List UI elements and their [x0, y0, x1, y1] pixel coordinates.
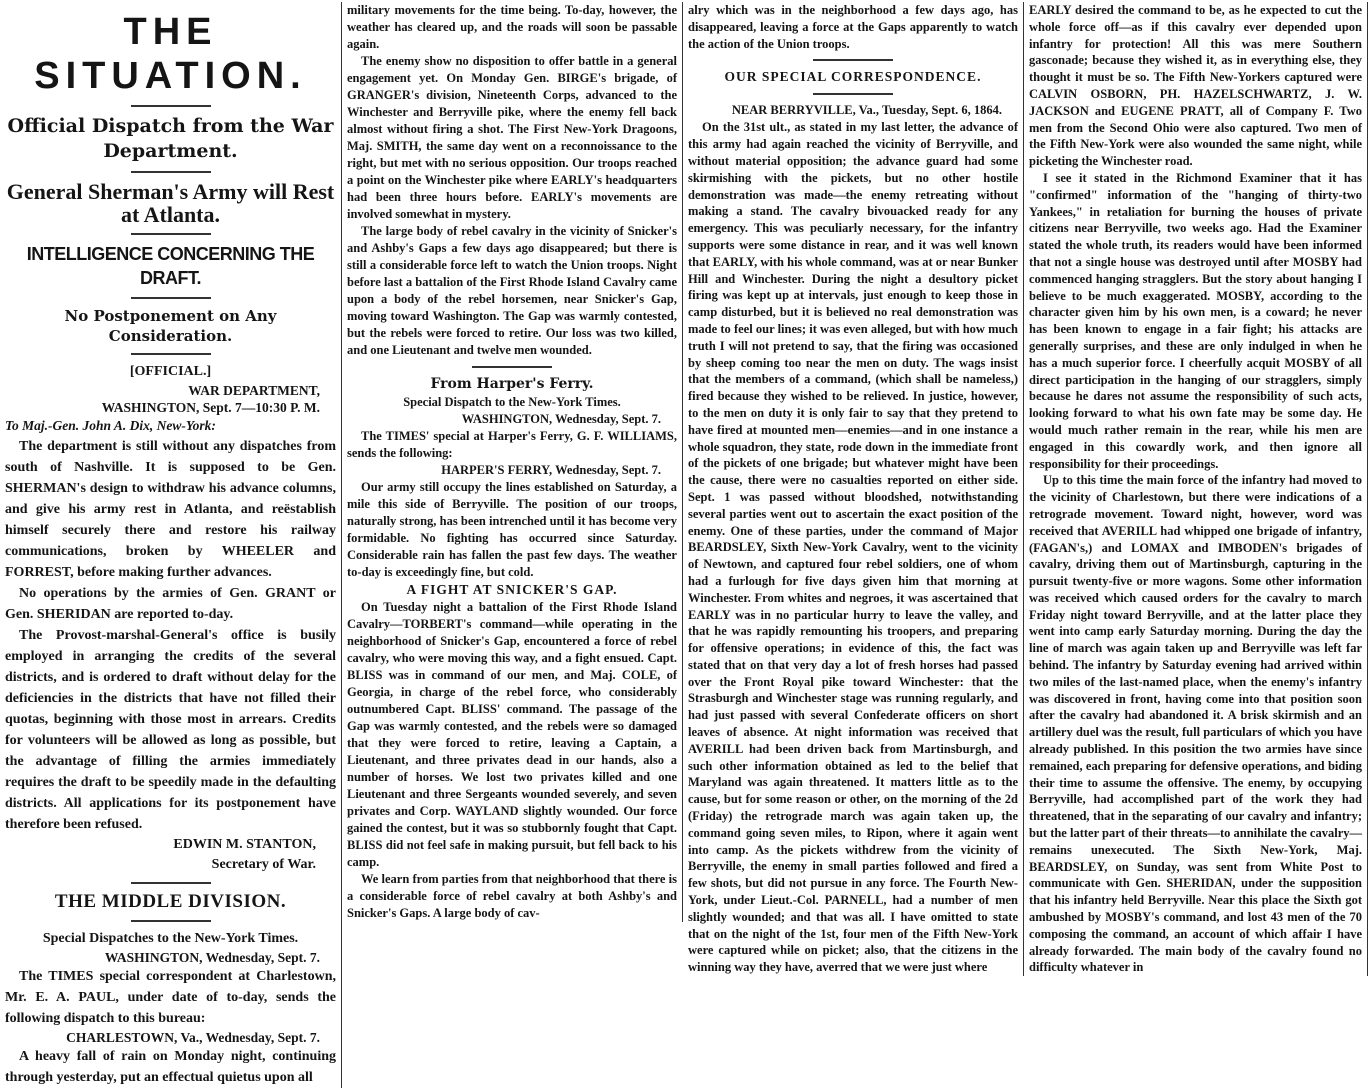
paragraph: The TIMES special correspondent at Charlestown, Mr. E. A. PAUL, under date of to-day, sends the following dispatch to this bureau:	[5, 969, 336, 1026]
dateline: WASHINGTON, Wednesday, Sept. 7.	[104, 950, 320, 965]
paragraph: Up to this time the main force of the infantry had moved to the vicinity of Charlestown, but there were indications of a retrograde movement. Toward night, however, word was received that AVERILL had whipped one brigade of infantry, (FAGAN's,) and LOMAX and IMBODEN's brigades of cavalry, driving them out of Martinsburgh, capturing in the pursuit twenty-five or more wagons. Some other information was received which caused orders for the cavalry to march Friday night toward Berryville, and at the latter place they went into camp early Saturday morning. During the day the line of march was again taken up and Berryville was left far behind. The infantry by Saturday evening had arrived within two miles of the last-named place, when the enemy's infantry was discovered in front, having come into that position soon after the cavalry had abandoned it. A brisk skirmish and an artillery duel was the result, full particulars of which you have already published. In this position the two armies have since remained, each preparing for defensive operations, and biding their time to assume the offensive. The enemy, by occupying Berryville, had accomplished part of the work they had threatened, that in the separating of our cavalry and infantry; but the latter part of their threats—to annihilate the cavalry—remains unexecuted. The Sixth New-York, Maj. BEARDSLEY, on Sunday, was sent from White Post to communicate with Gen. SHERIDAN, under the supposition that his infantry held Berryville. Near this place the Sixth got ambushed by MOSBY's command, and lost 43 men of the 70 composing the command, an account of which affair I have already forwarded. The main body of the cavalry found no difficulty whatever in	[1029, 473, 1362, 975]
headline: OUR SPECIAL CORRESPONDENCE.	[724, 69, 982, 85]
paragraph: The department is still without any dispatches from south of Nashville. It is supposed to be Gen. SHERMAN's design to withdraw his advance columns, and give his army rest in Atlanta, and reëstablish himself securely there and restore his railway communications, broken by WHEELER and FORREST, before making further advances.	[5, 439, 336, 580]
subheading: Special Dispatch to the New-York Times.	[403, 395, 621, 409]
paragraph: Our army still occupy the lines established on Saturday, a mile this side of Berryville. The position of our troops, naturally strong, has been intrenched until it has become very formidable. No fighting has occurred since Saturday. Considerable rain has fallen the past few days. The weather to-day is exceedingly fine, but cold.	[347, 480, 677, 579]
subheading: Special Dispatches to the New-York Times.	[42, 931, 299, 946]
section-rule	[131, 105, 211, 107]
section-rule	[472, 366, 552, 368]
paragraph: A heavy fall of rain on Monday night, continuing through yesterday, put an effectual quietus upon all	[5, 1049, 336, 1085]
dateline: WASHINGTON, Sept. 7—10:30 P. M.	[101, 400, 320, 415]
column-4	[1024, 2, 1368, 976]
paragraph-continued: alry which was in the neighborhood a few days ago, has disappeared, leaving a force at the Gaps apparently to watch the action of the Union troops.	[688, 3, 1018, 51]
headline: From Harper's Ferry.	[430, 376, 594, 392]
section-rule	[131, 882, 211, 884]
headline: General Sherman's Army will Rest at Atlanta.	[6, 179, 335, 227]
section-rule	[813, 93, 893, 95]
column-3	[683, 2, 1024, 976]
dateline: CHARLESTOWN, Va., Wednesday, Sept. 7.	[66, 1030, 320, 1045]
paragraph-continued: EARLY desired the command to be, as he expected to cut the whole force off—as if this cavalry ever depended upon infantry for protection! All this was mere Southern gasconade; because they wished it, as in everything else, they thought it must be so. The Fifth New-Yorkers captured were CALVIN OSBORN, PH. HAZELSCHWARTZ, J. W. JACKSON and EUGENE PRATT, all of Company F. Two men from the Second Ohio were also captured. Two men of the Fifth New-York were also wounded the same night, while picketing the Winchester road.	[1029, 3, 1362, 169]
paragraph: On the 31st ult., as stated in my last letter, the advance of this army had again reached the vicinity of Berryville, and without material opposition; the advance guard had some skirmishing with the pickets, but no other hostile demonstration was made—the enemy retreating without making a stand. The cavalry bivouacked ready for any emergency. This was peculiarly necessary, for the infantry supports were some distance in rear, and it was well known that EARLY, with his whole command, was at or near Bunker Hill and Winchester. During the night a desultory picket firing was kept up at intervals, just enough to keep those in camp disturbed, but it is believed no real demonstration was made to feel our lines; it was even alleged, but with how much truth I will not pretend to say, that the firing was occasioned by sheep coming too near the men on duty. The wags insist that the members of a command, (which shall be nameless,) fired because they wished to be relieved. In justice, however, to the men on duty it is only fair to say that they pretend to have fired at mounted men—enemies—and in one instance a whole squadron, they state, rode down in the immediate front of the pickets of one brigade; but whatever might have been the cause, there were no casualties reported on either side. Sept. 1 was passed without bloodshed, notwithstanding several parties went out to ascertain the exact position of the enemy. One of these parties, under the command of Major BEARDSLEY, Sixth New-York Cavalry, went to the vicinity of Newtown, and captured four rebel soldiers, one of whom had a furlough for five days given him that morning at Winchester. From whites and negroes, it was ascertained that EARLY was in no particular hurry to leave the valley, and that he was rapidly remounting his troopers, and preparing for offensive operations; in evidence of this, the fact was stated that on that very day a lot of fresh horses had passed over the Front Royal pike toward Winchester: that the Strasburgh and Winchester stage was running regularly, and had just passed with several Confederate officers on short leaves of absence. At night information was received that AVERILL had been driven back from Martinsburgh, and such other information obtained as led to the belief that Maryland was again threatened. It matters little as to the cause, but for some reason or other, on the morning of the 2d (Friday) the retrograde march was again taken up, the command going seven miles, to Ripon, where it again went into camp. As the pickets withdrew from the vicinity of Berryville, the enemy in small parties followed and fired a few shots, but did not pursue in any force. The Fourth New-York, under Lieut.-Col. PARNELL, had a number of men slightly wounded; and that was all. I have omitted to state that on the night of the 1st, four men of the Fifth New-York were captured while on picket; also, that the citizens in the winning way they have, averred that we were just where	[688, 120, 1018, 975]
paragraph: On Tuesday night a battalion of the First Rhode Island Cavalry—TORBERT's command—while operating in the neighborhood of Snicker's Gap, encountered a force of rebel cavalry, who were moving this way, and a fight ensued. Capt. BLISS was in command of our men, and Maj. COLE, of Georgia, in charge of the rebel force, who considerably outnumbered Capt. BLISS' command. The passage of the Gap was warmly contested, and the rebels were so damaged that they were forced to retire, leaving a Captain, a Lieutenant, and three privates dead in our hands, also a number of horses. We lost two privates killed and one Lieutenant and three Sergeants wounded severely, and seven privates and Corp. WAYLAND slightly wounded. Our force gained the contest, but it was so stubbornly fought that Capt. BLISS did not feel safe in making pursuit, but fell back to his camp.	[347, 600, 677, 869]
paragraph: The Provost-marshal-General's office is busily employed in arranging the credits of the several districts, and is ordered to draft without delay for the deficiencies in the districts that have not filled their quotas, beginning with those most in arrears. Credits for volunteers will be allowed as long as possible, but the advantage of filling the armies immediately requires the draft to be speedily made in the defaulting districts. All applications for its postponement have therefore been refused.	[5, 628, 336, 832]
signature: Secretary of War.	[211, 857, 316, 872]
headline: A FIGHT AT SNICKER'S GAP.	[406, 582, 618, 597]
dateline: WAR DEPARTMENT,	[188, 383, 320, 398]
headline: INTELLIGENCE CONCERNING THE DRAFT.	[26, 244, 315, 288]
paragraph: The large body of rebel cavalry in the vicinity of Snicker's and Ashby's Gaps a few days ago disappeared; but there is still a considerable force left to watch the Union troops. Night before last a battalion of the First Rhode Island Cavalry came upon a body of the rebel horsemen, near Snicker's Gap, moving toward Washington. The Gap was warmly contested, but the rebels were forced to retire. Our loss was two killed, and one Lieutenant and twelve men wounded.	[347, 224, 677, 357]
section-rule	[813, 59, 893, 61]
paragraph: No operations by the armies of Gen. GRANT or Gen. SHERIDAN are reported to-day.	[5, 586, 336, 622]
paragraph: We learn from parties from that neighborhood that there is a considerable force of rebel cavalry at both Ashby's and Snicker's Gaps. A large body of cav-	[347, 872, 677, 920]
column-1	[0, 2, 342, 1088]
headline: No Postponement on Any Consideration.	[64, 307, 277, 345]
subheading: [OFFICIAL.]	[129, 364, 212, 379]
signature: EDWIN M. STANTON,	[173, 837, 316, 852]
headline: THE SITUATION.	[34, 11, 307, 97]
headline: Official Dispatch from the War Department.	[7, 115, 334, 162]
paragraph: The enemy show no disposition to offer battle in a general engagement yet. On Monday Gen. BIRGE's brigade, of GRANGER's division, Nineteenth Corps, advanced to the Winchester and Berryville pike, where the enemy fell back almost without firing a shot. The First New-York Dragoons, Maj. SMITH, the same day went on a reconnoissance to the right, but met with no serious opposition. Our troops reached a point on the Winchester pike where EARLY's headquarters had been three hours before. EARLY's movements are involved somewhat in mystery.	[347, 54, 677, 221]
paragraph-continued: military movements for the time being. To-day, however, the weather has cleared up, and the roads will soon be passable again.	[347, 3, 677, 51]
section-rule	[131, 353, 211, 355]
salutation: To Maj.-Gen. John A. Dix, New-York:	[5, 418, 216, 433]
column-2	[342, 2, 683, 922]
section-rule	[131, 233, 211, 235]
section-rule	[131, 920, 211, 922]
headline: THE MIDDLE DIVISION.	[54, 891, 287, 912]
dateline: WASHINGTON, Wednesday, Sept. 7.	[461, 412, 661, 426]
paragraph: I see it stated in the Richmond Examiner that it has "confirmed" information of the "hanging of thirty-two Yankees," in retaliation for burning the houses of private citizens near Berryville, two weeks ago. Had the Examiner stated the whole truth, its readers would have been informed that not a single house was destroyed until after MOSBY had commenced hanging stragglers. But the story about hanging I believe to be much exaggerated. MOSBY, according to the character given him by his own men, is a coward; he never has been known to engage in a fair fight; his attacks are generally surprises, and these are only indulged in when he has a much superior force. I cheerfully acquit MOSBY of all direct participation in the hanging of our stragglers, simply because he dares not assume the responsibility of such acts, looking forward to what his own fate may be some day. He would much rather remain in the rear, while his men are engaged in this cowardly work, and then ignore all responsibility for their proceedings.	[1029, 170, 1362, 471]
section-rule	[131, 171, 211, 173]
section-rule	[131, 297, 211, 299]
dateline: NEAR BERRYVILLE, Va., Tuesday, Sept. 6, 1864.	[731, 103, 1002, 118]
dateline: HARPER'S FERRY, Wednesday, Sept. 7.	[441, 463, 661, 477]
paragraph: The TIMES' special at Harper's Ferry, G. F. WILLIAMS, sends the following:	[347, 429, 677, 460]
